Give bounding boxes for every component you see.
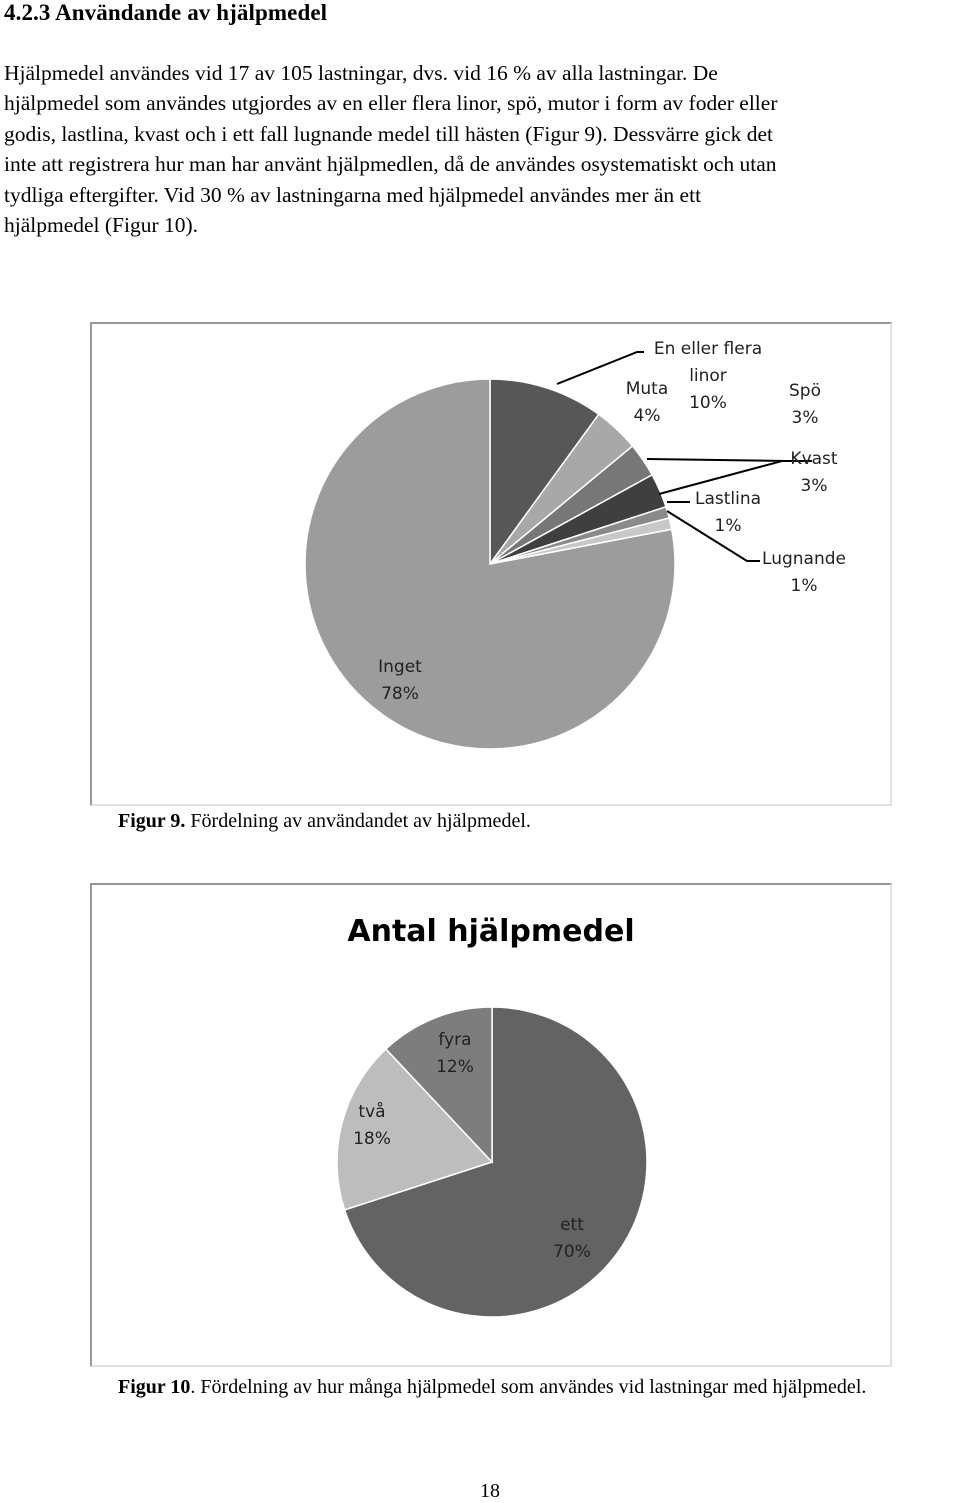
page-number: 18 [480,1480,500,1502]
figure10-chart [90,883,892,1367]
paragraph-line: inte att registrera hur man har använt hjälpmedlen, då de användes osystematiskt och utan [4,152,777,177]
pie-category-label: Lastlina [694,489,762,509]
figure9-chart [90,322,892,806]
chart-title: Antal hjälpmedel [347,914,635,949]
pie-category-label: linor [689,366,727,386]
leader-line [647,459,787,461]
figure10-caption-label: Figur 10 [118,1376,191,1398]
pie-percent-label: 3% [791,408,819,428]
pie-percent-label: 4% [633,406,661,426]
pie-percent-label: 1% [714,516,742,536]
figure10-caption-text: . Fördelning av hur många hjälpmedel som användes vid lastningar med hjälpmedel. [190,1376,867,1398]
body-paragraph [4,58,958,240]
figure9-pie-svg [92,324,890,804]
pie-label-lastlina [667,489,761,536]
pie-percent-label: 12% [436,1057,474,1077]
leader-line [667,511,760,561]
pie-label-en-eller-flera-linor [557,339,762,413]
paragraph-line: hjälpmedel som användes utgjordes av en eller flera linor, spö, mutor i form av foder eller [4,91,778,116]
figure9-caption-label: Figur 9. [118,810,186,832]
pie-category-label: Spö [789,381,821,401]
pie-category-label: fyra [438,1030,472,1050]
figure9-caption [118,810,531,833]
pie-percent-label: 10% [689,393,727,413]
figure10-caption [118,1376,866,1399]
paragraph-line: tydliga eftergifter. Vid 30 % av lastningarna med hjälpmedel användes mer än ett [4,182,702,207]
section-heading: 4.2.3 Användande av hjälpmedel [4,0,328,25]
pie-percent-label: 18% [353,1129,391,1149]
pie-percent-label: 70% [553,1242,591,1262]
figure10-pie-svg [92,885,890,1365]
paragraph-line: hjälpmedel (Figur 10). [4,213,199,238]
pie-category-label: Lugnande [762,549,846,569]
pie-label-lugnande [667,511,846,596]
pie-category-label: Kvast [790,449,838,469]
paragraph-line: godis, lastlina, kvast och i ett fall lugnande medel till hästen (Figur 9). Dessvärre gick det [4,121,774,146]
pie-category-label: ett [560,1215,584,1235]
pie-category-label: två [358,1102,386,1122]
pie-percent-label: 78% [381,684,419,704]
pie-label-muta [626,379,669,426]
pie-percent-label: 3% [800,476,828,496]
pie-category-label: Inget [378,657,422,677]
paragraph-line: Hjälpmedel användes vid 17 av 105 lastningar, dvs. vid 16 % av alla lastningar. De [4,61,718,85]
pie-category-label: Muta [625,379,669,399]
pie-category-label: En eller flera [653,339,763,359]
figure9-caption-text: Fördelning av användandet av hjälpmedel. [185,810,531,832]
pie-percent-label: 1% [790,576,818,596]
